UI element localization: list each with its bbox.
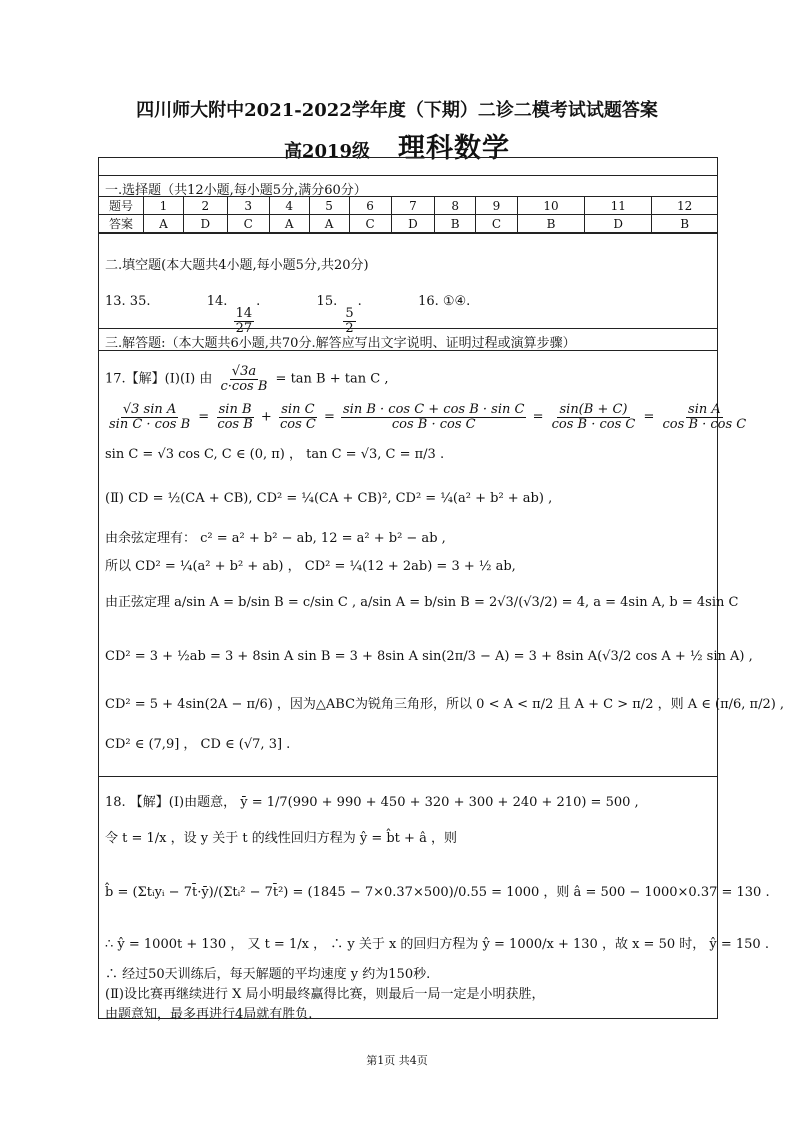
fraction-numerator: 5 (345, 306, 354, 321)
question-number: 12 (652, 197, 717, 215)
q17-line-8: CD² = 3 + ½ab = 3 + 8sin A sin B = 3 + 8sin A sin(2π/3 − A) = 3 + 8sin A(√3/2 cos A + ½ sin A) , (105, 649, 753, 664)
fill-answers: 13. 35. 14. $\frac{14}{27}$ . 15. $\frac{5}{2}$ . 16. ①④. (105, 294, 471, 336)
q17-line-3: sin C = √3 cos C, C ∈ (0, π) ， tan C = √3, C = π/3 . (105, 447, 445, 462)
section-solve (99, 328, 717, 351)
question-number: 7 (391, 197, 435, 215)
subject-label: 理科数学 (398, 133, 511, 164)
question-number: 4 (269, 197, 309, 215)
q17-line-5: 由余弦定理有： c² = a² + b² − ab, 12 = a² + b² − ab , (105, 531, 446, 546)
question-number: 8 (435, 197, 476, 215)
q17-line-9: CD² = 5 + 4sin(2A − π/6) ，因为△ABC为锐角三角形，所以 0 < A < π/2 且 A + C > π/2 ，则 A ∈ (π/6, π/2) , (105, 697, 785, 712)
answer-16: 16. ①④. (418, 294, 471, 309)
section-choice-heading: 一.选择题（共12小题,每小题5分,满分60分） (105, 183, 367, 198)
q17-line-1 (105, 365, 388, 393)
answer-cell: A (309, 215, 349, 233)
answer-cell: B (517, 215, 584, 233)
question-number: 1 (144, 197, 184, 215)
q18-line-2: 令 t = 1/x ，设 y 关于 t 的线性回归方程为 ŷ = b̂t + â ，则 (105, 831, 457, 846)
answer-cell: A (269, 215, 309, 233)
answer-table (99, 196, 717, 233)
q17-line-2: $\frac{\text{√3 sin A}}{\text{sin C · cos B}}$ = $\frac{\text{sin B}}{\text{cos B}}$ + $\frac{\text{sin C}}{\text{cos C}}$ = $\frac{\text{sin B · cos C + cos B · sin C}}{\text{cos B · cos C}}$ = $\frac{\sin(B + C)}{\text{cos B · cos C}}$ = $\frac{\text{sin A}}{\text{cos B · cos C}}$ (109, 402, 747, 432)
q17-equation: = tan B + tan C , (275, 371, 389, 387)
q17-intro: 17.【解】(Ⅰ)(Ⅰ) 由 (105, 371, 213, 387)
table-row-numbers (99, 197, 717, 215)
question-number: 9 (475, 197, 517, 215)
row-label-number: 题号 (99, 197, 144, 215)
row-label-answer: 答案 (99, 215, 144, 233)
answer-frame (98, 157, 785, 1022)
question-number: 10 (517, 197, 584, 215)
section-solve-heading: 三.解答题:（本大题共6小题,共70分.解答应写出文字说明、证明过程或演算步骤） (105, 336, 576, 351)
answer-cell: C (227, 215, 269, 233)
answer-13: 13. 35. (105, 294, 151, 309)
answer-cell: D (183, 215, 227, 233)
q18-line-7: 由题意知，最多再进行4局就有胜负. (105, 1007, 313, 1022)
section-choice (99, 175, 717, 236)
answer-14-label: 14. (206, 294, 228, 309)
fraction-numerator: 14 (235, 306, 253, 321)
answer-cell: B (435, 215, 476, 233)
q17-fraction: $\frac{√3a}{\text{c·cos B}}$ (220, 364, 268, 394)
question-number: 5 (309, 197, 349, 215)
question-17 (99, 350, 785, 777)
q18-line-3: b̂ = (Σtᵢyᵢ − 7t̄·ȳ)/(Σtᵢ² − 7t̄²) = (1845 − 7×0.37×500)/0.55 = 1000 ，则 â = 500 − 1000×0.37 = 130 . (105, 885, 770, 900)
table-row-answers (99, 215, 717, 233)
answer-cell: D (585, 215, 652, 233)
answer-cell: A (144, 215, 184, 233)
answer-cell: C (349, 215, 391, 233)
section-fill (99, 233, 717, 336)
q18-line-1: 18. 【解】(Ⅰ)由题意， ȳ = 1/7(990 + 990 + 450 + 320 + 300 + 240 + 210) = 500 , (105, 795, 639, 810)
q17-line-6: 所以 CD² = ¼(a² + b² + ab) ， CD² = ¼(12 + 2ab) = 3 + ½ ab, (105, 559, 516, 574)
q18-line-6: (Ⅱ)设比赛再继续进行 X 局小明最终赢得比赛，则最后一局一定是小明获胜， (105, 987, 545, 1002)
grade-label: 高2019级 (283, 141, 371, 162)
document-title: 四川师大附中2021-2022学年度（下期）二诊二模考试试题答案 (136, 100, 658, 121)
fraction-denominator: 2 (345, 320, 354, 336)
question-number: 6 (349, 197, 391, 215)
q18-line-4: ∴ ŷ = 1000t + 130 ， 又 t = 1/x ， ∴ y 关于 x 的回归方程为 ŷ = 1000/x + 130 ，故 x = 50 时， ŷ = 150 . (105, 937, 769, 952)
question-number: 2 (183, 197, 227, 215)
page-footer: 第1页 共4页 (366, 1054, 428, 1067)
section-fill-heading: 二.填空题(本大题共4小题,每小题5分,共20分) (105, 258, 369, 273)
q17-line-4: (Ⅱ) CD = ½(CA + CB), CD² = ¼(CA + CB)², CD² = ¼(a² + b² + ab) , (105, 491, 553, 506)
answer-15-label: 15. (316, 294, 338, 309)
question-number: 3 (227, 197, 269, 215)
question-18 (99, 776, 770, 1022)
answer-cell: C (475, 215, 517, 233)
answer-cell: D (391, 215, 435, 233)
q17-line-10: CD² ∈ (7,9] ， CD ∈ (√7, 3] . (105, 737, 291, 752)
question-number: 11 (585, 197, 652, 215)
q17-line-7: 由正弦定理 a/sin A = b/sin B = c/sin C , a/sin A = b/sin B = 2√3/(√3/2) = 4, a = 4sin A, b = 4sin C (105, 595, 739, 610)
q18-line-5: ∴ 经过50天训练后，每天解题的平均速度 y 约为150秒. (105, 967, 431, 982)
fraction-denominator: 27 (235, 320, 253, 336)
answer-cell: B (652, 215, 717, 233)
